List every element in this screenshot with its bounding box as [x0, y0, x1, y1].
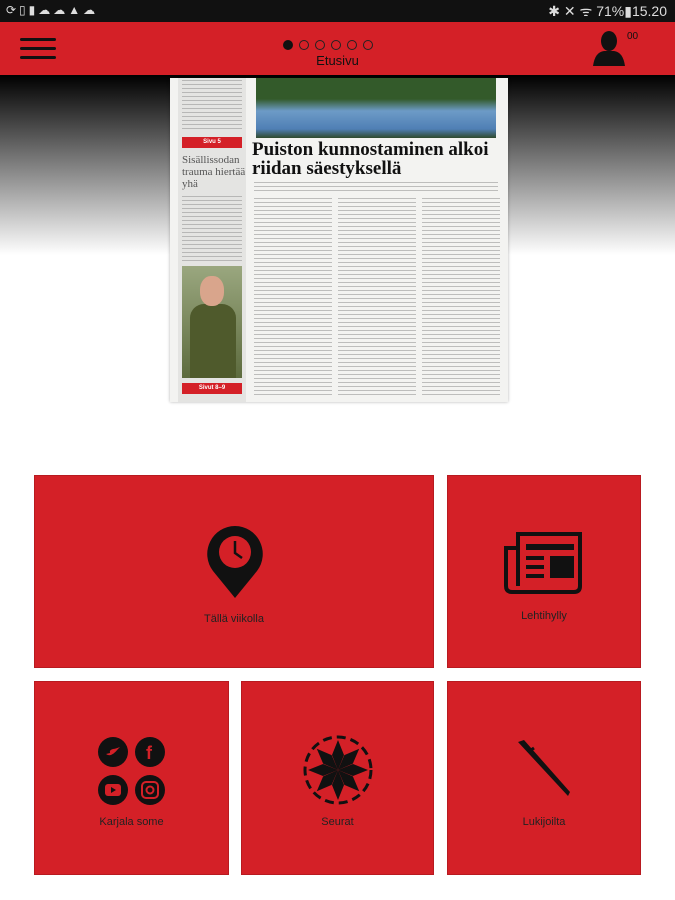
tile-label: Tällä viikolla [204, 613, 264, 625]
tile-lehtihylly[interactable] [447, 475, 641, 668]
tile-label: Lehtihylly [521, 610, 567, 622]
user-badge: 00 [627, 31, 639, 42]
page-tag: Sivu 5 [182, 137, 242, 148]
side-heading: Sisällissodan trauma hiertää yhä [182, 154, 246, 190]
page-dot[interactable] [363, 40, 373, 50]
page-title: Etusivu [316, 53, 359, 68]
social-media-icon [97, 735, 167, 807]
status-bar [0, 0, 675, 22]
page-dot[interactable] [347, 40, 357, 50]
portrait-photo [182, 266, 242, 378]
newspaper-sidebar [178, 78, 246, 402]
newspaper-cover[interactable] [170, 78, 508, 402]
tile-karjala-some[interactable] [34, 681, 229, 875]
page-dot[interactable] [299, 40, 309, 50]
tile-label: Lukijoilta [522, 816, 566, 828]
headline: Puiston kunnostaminen alkoi riidan säestyksellä [252, 139, 489, 179]
page-tag: Sivut 8–9 [182, 383, 242, 394]
app-header [0, 22, 675, 75]
pen-icon [514, 738, 574, 798]
tile-lukijoilta[interactable] [447, 681, 641, 875]
page-dot[interactable] [315, 40, 325, 50]
page-dot[interactable] [283, 40, 293, 50]
svg-text:f: f [146, 743, 152, 763]
tile-talla-viikolla[interactable] [34, 475, 434, 668]
lake-photo [256, 78, 496, 138]
newspaper-icon [504, 530, 584, 596]
tile-label: Seurat [321, 816, 354, 828]
clock-pin-icon [205, 524, 265, 600]
clock: 15.20 [631, 3, 667, 19]
tile-label: Karjala some [99, 816, 164, 828]
user-icon[interactable] [592, 30, 626, 66]
page-indicator [283, 40, 373, 50]
star-ornament-icon [302, 734, 374, 806]
notification-icons: ⟳▯▮☁☁▲☁ [6, 3, 99, 17]
tile-seurat[interactable] [241, 681, 434, 875]
battery-level: 71% [596, 3, 625, 19]
page-dot[interactable] [331, 40, 341, 50]
status-right: ✱ ✕ ᯤ 71%▮15.20 [548, 3, 667, 19]
